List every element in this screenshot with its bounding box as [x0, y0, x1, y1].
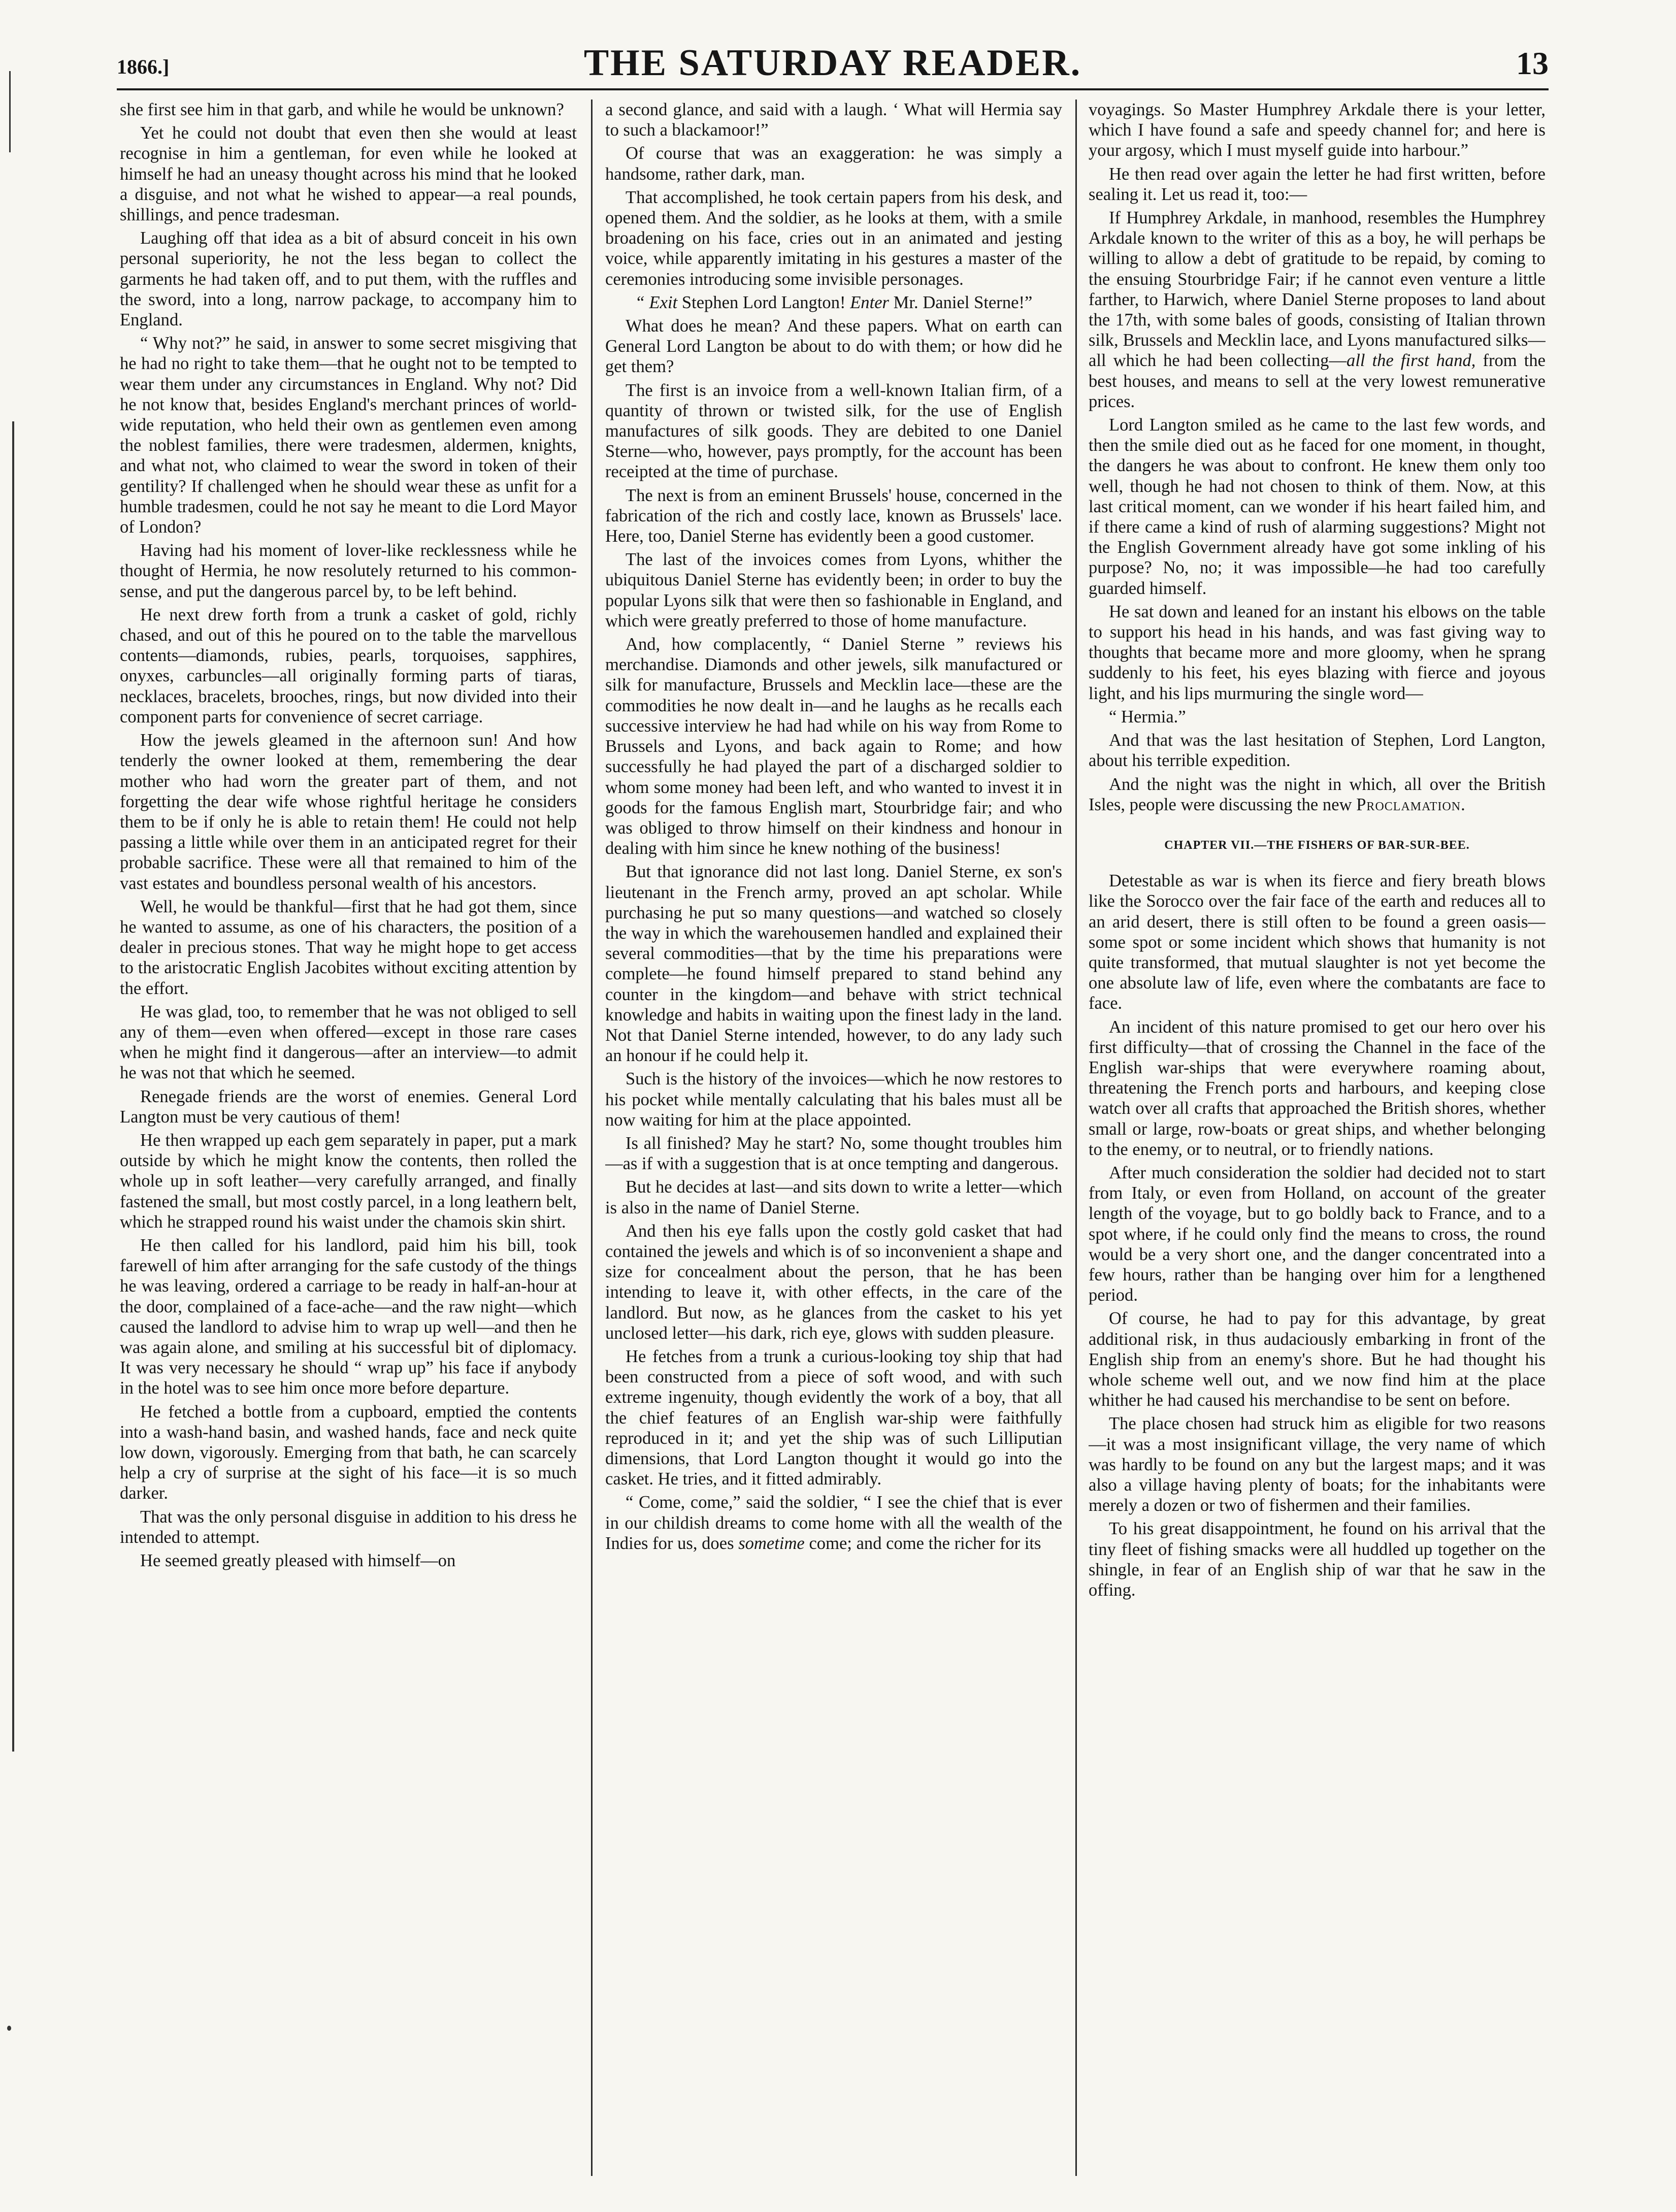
- publication-title: THE SATURDAY READER.: [583, 42, 1082, 84]
- article-column-3: [1089, 100, 1546, 2186]
- paragraph: An incident of this nature promised to get our hero over his first difficulty—that of crossing the Channel in the face of the English war-ships that were everywhere roaming about, threatening the French ports and harbours, and keeping close watch over all crafts that approached the British shores, whether small or large, row-boats or great ships, and whether belonging to the enemy, or to neutral, or to friendly nations.: [1089, 1017, 1546, 1159]
- article-column-2: [605, 100, 1062, 2186]
- text-run-italic: sometime: [738, 1533, 805, 1553]
- paragraph: “ Hermia.”: [1109, 707, 1186, 727]
- chapter-heading: CHAPTER VII.—THE FISHERS OF BAR-SUR-BEE.: [1164, 838, 1470, 852]
- paragraph: After much consideration the soldier had decided not to start from Italy, or even from Holland, on account of the greater length of the voyage, but to go boldly back to France, and to a spot where, if he could only find the means to cross, the round would be a very short one, and the danger concentrated into a few hours, rather than be hanging over him for a lengthened period.: [1089, 1163, 1546, 1305]
- paragraph: He fetches from a trunk a curious-looking toy ship that had been constructed from a piece of soft wood, and with such extreme ingenuity, though evidently the work of a boy, that all the chief features of an English war-ship were faithfully reproduced in it; and yet the ship was of such Lilliputian dimensions, that Lord Langton thought it would go into the casket. He tries, and it fitted admirably.: [605, 1346, 1062, 1489]
- margin-mark: [7, 2026, 11, 2031]
- paragraph: How the jewels gleamed in the afternoon sun! And how tenderly the owner looked at them, remembering the dear mother who had worn the greater part of them, and not forgetting the dear wife whose rightful heritage he considers them to be if only he is able to retain them! He could not help passing a little while over them in an anticipated regret for their probable sacrifice. These were all that remained to him of the vast estates and boundless personal wealth of his ancestors.: [120, 731, 577, 893]
- text-run: “ Come, come,” said the soldier, “ I see the chief that is ever in our childish dreams to come home with all the wealth of the Indies for us, does: [605, 1493, 1062, 1553]
- paragraph: The last of the invoices comes from Lyons, whither the ubiquitous Daniel Sterne has evidently been; in order to buy the popular Lyons silk that were then so fashionable in England, and which were greatly preferred to those of home manufacture.: [605, 550, 1062, 631]
- paragraph: What does he mean? And these papers. What on earth can General Lord Langton be about to do with them; or how did he get them?: [605, 316, 1062, 377]
- page-number: 13: [1516, 45, 1549, 81]
- paragraph: And then his eye falls upon the costly gold casket that had contained the jewels and which is of so inconvenient a shape and size for concealment about the person, that he has been intending to leave it, with other effects, in the care of the landlord. But now, as he glances from the casket to his yet unclosed letter—his dark, rich eye, glows with sudden pleasure.: [605, 1221, 1062, 1343]
- paragraph: He was glad, too, to remember that he was not obliged to sell any of them—even when offered—except in those rare cases when he might find it dangerous—after an interview—to admit he was not that which he seemed.: [120, 1002, 577, 1083]
- margin-mark: [12, 421, 14, 1752]
- issue-date: 1866.]: [117, 55, 170, 78]
- paragraph: To his great disappointment, he found on his arrival that the tiny fleet of fishing smacks were all huddled up together on the shingle, in fear of an English ship of war that he saw in the offing.: [1089, 1519, 1546, 1600]
- stage-direction-enter: Enter: [850, 292, 890, 312]
- paragraph: Of course, he had to pay for this advantage, by great additional risk, in thus audaciously embarking in front of the English ship from an enemy's shore. But he had thought his whole scheme well out, and we now find him at the place whither he had caused his merchandise to be sent on before.: [1089, 1309, 1546, 1410]
- paragraph: He fetched a bottle from a cupboard, emptied the contents into a wash-hand basin, and washed hands, face and neck quite low down, vigorously. Emerging from that bath, he can scarcely help a cry of surprise at the sight of his face—it is so much darker.: [120, 1402, 577, 1503]
- paragraph: That was the only personal disguise in addition to his dress he intended to attempt.: [120, 1507, 577, 1547]
- proclamation-word: Proclamation.: [1356, 795, 1466, 814]
- paragraph: And that was the last hesitation of Stephen, Lord Langton, about his terrible expedition.: [1089, 731, 1546, 771]
- paragraph: But he decides at last—and sits down to write a letter—which is also in the name of Daniel Sterne.: [605, 1177, 1062, 1217]
- paragraph: “ Why not?” he said, in answer to some secret misgiving that he had no right to take them—that he ought not to be tempted to wear them under any circumstances in England. Why not? Did he not know that, besides England's merchant princes of world-wide reputation, who held their own as gentlemen even among the noblest families, there were tradesmen, aldermen, knights, and what not, who claimed to wear the sword in token of their gentility? If challenged when he should wear these as unfit for a humble tradesmen, could he not say he meant to die Lord Mayor of London?: [120, 334, 577, 537]
- text-run: come; and come the richer for its: [809, 1533, 1041, 1553]
- paragraph: Laughing off that idea as a bit of absurd conceit in his own personal superiority, he not the less began to collect the garments he had taken off, and to put them, with the ruffles and the sword, into a long, narrow package, to accompany him to England.: [120, 228, 577, 330]
- paragraph: He then read over again the letter he had first written, before sealing it. Let us read it, too:—: [1089, 164, 1546, 204]
- paragraph: Of course that was an exaggeration: he was simply a handsome, rather dark, man.: [605, 144, 1062, 184]
- paragraph: Detestable as war is when its fierce and fiery breath blows like the Sorocco over the fair face of the earth and reduces all to an arid desert, there is still often to be found a green oasis—some spot or some incident which shows that humanity is not quite transformed, that mutual slaughter is not yet become the one absolute law of life, even where the combatants are face to face.: [1089, 871, 1546, 1013]
- paragraph: And, how complacently, “ Daniel Sterne ” reviews his merchandise. Diamonds and other jewels, silk manufactured or silk for manufacture, Brussels and Mecklin lace—these are the commodities he now dealt in—and he laughs as he recalls each successive interview he had had while on his way from Rome to Brussels and Lyons, and back again to Rome; and how successfully he had played the part of a discharged soldier to whom some money had been left, and who wanted to invest it in goods for the famous English mart, Stourbridge fair; and who was obliged to throw himself on their kindness and honour in dealing with him since he knew nothing of the business!: [605, 635, 1062, 859]
- paragraph: a second glance, and said with a laugh. ‘ What will Hermia say to such a blackamoor!”: [605, 100, 1062, 140]
- text-run: from the best houses, and means to sell at the very lowest remunerative prices.: [1089, 351, 1546, 411]
- stage-direction-exit: “ Exit: [635, 292, 678, 312]
- paragraph: Lord Langton smiled as he came to the last few words, and then the smile died out as he faced for one moment, in thought, the dangers he was about to confront. He knew them only too well, though he had not chosen to think of them. Now, at this last critical moment, can we wonder if his heart failed him, and if there came a kind of rush of alarming suggestions? Might not the English Government already have got some inkling of his purpose? No, no; it was impossible—he had too carefully guarded himself.: [1089, 415, 1546, 598]
- page-header: [117, 42, 1549, 88]
- paragraph: [605, 1492, 1062, 1554]
- paragraph: Is all finished? May he start? No, some thought troubles him—as if with a suggestion that is at once tempting and dangerous.: [605, 1133, 1062, 1174]
- text-run: And the night was the night in which, all over the British Isles, people were discussing the new: [1089, 774, 1546, 814]
- paragraph: He sat down and leaned for an instant his elbows on the table to support his head in his hands, and was fast giving way to thoughts that became more and more gloomy, when he sprang suddenly to his feet, his eyes blazing with fierce and joyous light, and his lips murmuring the single word—: [1089, 602, 1546, 703]
- paragraph: The next is from an eminent Brussels' house, concerned in the fabrication of the rich and costly lace, known as Brussels' lace. Here, too, Daniel Sterne has evidently been a good customer.: [605, 485, 1062, 546]
- column-divider: [591, 100, 593, 2176]
- column-divider: [1075, 100, 1077, 2176]
- paragraph: Yet he could not doubt that even then she would at least recognise in him a gentleman, for even while he looked at himself he had an uneasy thought across his mind that he looked a disguise, and not what he wished to appear—a real pounds, shillings, and pence tradesman.: [120, 123, 577, 225]
- margin-mark: [9, 71, 11, 152]
- article-column-1: [120, 100, 577, 2186]
- paragraph: He seemed greatly pleased with himself—on: [140, 1551, 456, 1571]
- stage-direction: [605, 292, 1062, 313]
- paragraph: voyagings. So Master Humphrey Arkdale there is your letter, which I have found a safe and speedy channel for; and here is your argosy, which I must myself guide into harbour.”: [1089, 100, 1546, 160]
- paragraph: He next drew forth from a trunk a casket of gold, richly chased, and out of this he poured on to the table the marvellous contents—diamonds, rubies, pearls, torquoises, sapphires, onyxes, carbuncles—all originally forming parts of tiaras, necklaces, bracelets, brooches, rings, but now divided into their component parts for convenience of secret carriage.: [120, 605, 577, 727]
- paragraph: The place chosen had struck him as eligible for two reasons—it was a most insignificant village, the very name of which was hardly to be found on any but the largest maps; and it was also a village having plenty of boats; for the inhabitants were merely a dozen or two of fishermen and their families.: [1089, 1414, 1546, 1515]
- paragraph: Having had his moment of lover-like recklessness while he thought of Hermia, he now resolutely returned to his common-sense, and put the dangerous parcel by, to be left behind.: [120, 541, 577, 601]
- paragraph: Well, he would be thankful—first that he had got them, since he wanted to assume, as one of his characters, the position of a dealer in precious stones. That way he might hope to get access to the aristocratic English Jacobites without exciting attention by the effort.: [120, 897, 577, 998]
- text-run-italic: all the first hand,: [1346, 351, 1476, 371]
- paragraph: [1089, 774, 1546, 815]
- paragraph: He then called for his landlord, paid him his bill, took farewell of him after arranging for the safe custody of the things he was leaving, ordered a carriage to be ready in half-an-hour at the door, complained of a face-ache—and the raw night—which caused the landlord to advise him to wrap up well—and then he was again alone, and smiling at his successful bit of diplomacy. It was very necessary he should “ wrap up” his face if anybody in the hotel was to see him once more before departure.: [120, 1235, 577, 1398]
- paragraph: That accomplished, he took certain papers from his desk, and opened them. And the soldier, as he looks at them, with a smile broadening on his face, cries out in an animated and jesting voice, while apparently imitating in his gestures a master of the ceremonies introducing some invisible personages.: [605, 187, 1062, 289]
- text-run: If Humphrey Arkdale, in manhood, resembles the Humphrey Arkdale known to the writer of this as a boy, he will perhaps be willing to allow a debt of gratitude to be repaid, by coming to the ensuing Stourbridge Fair; if he cannot even venture a little farther, to Harwich, where Daniel Sterne proposes to land about the 17th, with some bales of goods, consisting of Italian thrown silk, Brussels and Mecklin lace, and Lyons manufactured silks—all which he had been collecting—: [1089, 208, 1546, 371]
- header-rule: [117, 88, 1549, 90]
- paragraph: But that ignorance did not last long. Daniel Sterne, ex son's lieutenant in the French army, proved an apt scholar. While purchasing he put so many questions—and watched so closely the way in which the warehousemen handled and explained their several commodities—that by the time his preparations were complete—he found himself prepared to stand behind any counter in the kingdom—and behave with strict technical knowledge and habits in waiting upon the finest lady in the land. Not that Daniel Sterne intended, however, to do any lady such an honour if he could help it.: [605, 862, 1062, 1066]
- paragraph: she first see him in that garb, and while he would be unknown?: [120, 100, 564, 119]
- letter-paragraph: [1089, 208, 1546, 412]
- paragraph: Such is the history of the invoices—which he now restores to his pocket while mentally calculating that his bales must all be now waiting for him at the place appointed.: [605, 1069, 1062, 1130]
- stage-direction-name: Mr. Daniel Sterne!”: [893, 292, 1033, 312]
- stage-direction-name: Stephen Lord Langton!: [681, 292, 846, 312]
- paragraph: The first is an invoice from a well-known Italian firm, of a quantity of thrown or twisted silk, for the use of English manufactures of silk goods. They are debited to one Daniel Sterne—who, however, pays promptly, for the account has been receipted at the time of purchase.: [605, 380, 1062, 482]
- paragraph: Renegade friends are the worst of enemies. General Lord Langton must be very cautious of them!: [120, 1086, 577, 1127]
- paragraph: He then wrapped up each gem separately in paper, put a mark outside by which he might know the contents, then rolled the whole up in soft leather—very carefully arranged, and finally fastened the small, but most costly parcel, in a long leathern belt, which he strapped round his waist under the chamois skin shirt.: [120, 1130, 577, 1232]
